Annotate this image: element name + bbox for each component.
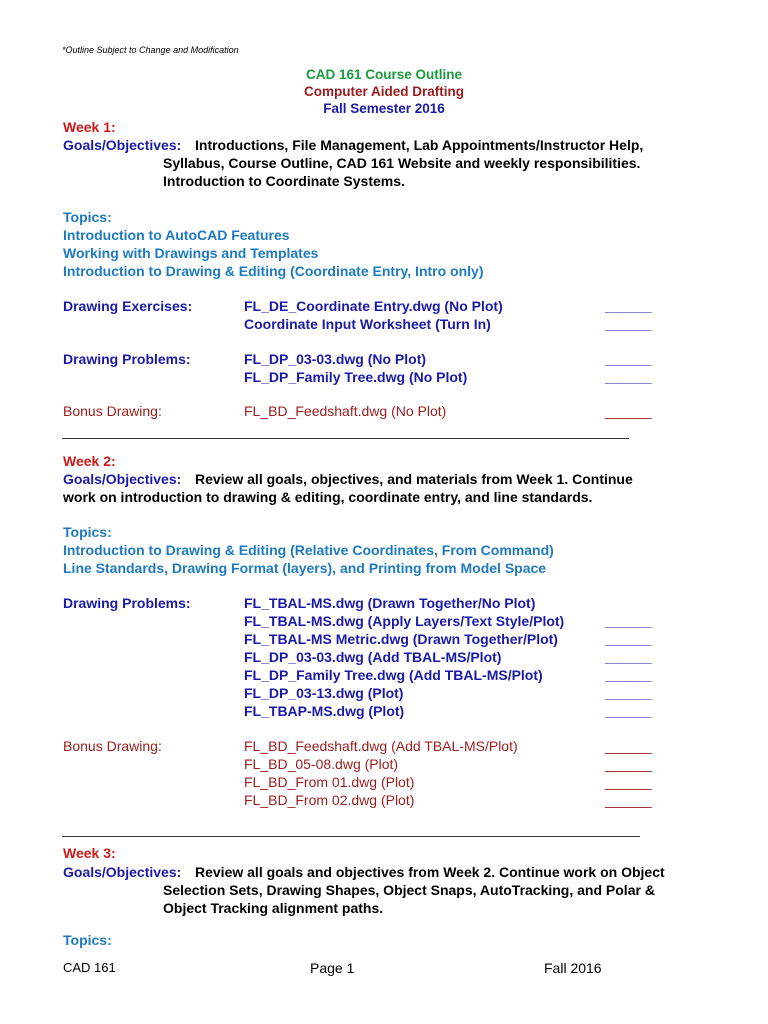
disclaimer-note: *Outline Subject to Change and Modification xyxy=(62,45,239,55)
checkoff-blank: ______ xyxy=(605,298,652,314)
week3-heading: Week 3: xyxy=(63,845,116,861)
list-item xyxy=(244,737,664,755)
checkoff-blank: ______ xyxy=(605,685,652,701)
week1-topic: Working with Drawings and Templates xyxy=(63,245,319,261)
week1-exercises-list xyxy=(244,297,664,333)
footer-semester: Fall 2016 xyxy=(544,960,602,976)
drawing-file: FL_TBAL-MS.dwg (Drawn Together/No Plot) xyxy=(244,595,536,611)
week1-goals-label: Goals/Objectives: xyxy=(63,137,182,153)
week1-goals-line: Introductions, File Management, Lab Appointments/Instructor Help, xyxy=(195,137,644,153)
drawing-file: FL_DP_03-03.dwg (Add TBAL-MS/Plot) xyxy=(244,649,502,665)
week1-bonus-list xyxy=(244,402,664,420)
checkoff-blank: ______ xyxy=(605,369,652,385)
week1-topics-label: Topics: xyxy=(63,209,112,225)
semester-title: Fall Semester 2016 xyxy=(323,101,445,116)
week2-problems-label: Drawing Problems: xyxy=(63,595,191,611)
week1-problems-list xyxy=(244,350,664,386)
week2-topics-label: Topics: xyxy=(63,524,112,540)
drawing-file: FL_BD_Feedshaft.dwg (Add TBAL-MS/Plot) xyxy=(244,738,518,754)
list-item xyxy=(244,791,664,809)
week3-goals-label: Goals/Objectives: xyxy=(63,864,182,880)
checkoff-blank: ______ xyxy=(605,351,652,367)
checkoff-blank: ______ xyxy=(605,756,652,772)
week3-topics-label: Topics: xyxy=(63,932,112,948)
list-item xyxy=(244,684,664,702)
drawing-file: FL_DP_Family Tree.dwg (No Plot) xyxy=(244,369,468,385)
checkoff-blank: ______ xyxy=(605,613,652,629)
week1-topic: Introduction to AutoCAD Features xyxy=(63,227,290,243)
week1-problems-label: Drawing Problems: xyxy=(63,351,191,367)
list-item xyxy=(244,350,664,368)
list-item xyxy=(244,702,664,720)
week1-topic: Introduction to Drawing & Editing (Coordinate Entry, Intro only) xyxy=(63,263,484,279)
week1-bonus-label: Bonus Drawing: xyxy=(63,403,162,419)
section-divider xyxy=(62,836,640,837)
checkoff-blank: ______ xyxy=(605,631,652,647)
list-item xyxy=(244,402,664,420)
week1-goals-line: Introduction to Coordinate Systems. xyxy=(163,173,405,189)
drawing-file: FL_DP_03-03.dwg (No Plot) xyxy=(244,351,427,367)
list-item xyxy=(244,297,664,315)
week2-goals-label: Goals/Objectives: xyxy=(63,471,182,487)
course-title: CAD 161 Course Outline xyxy=(305,67,463,82)
list-item xyxy=(244,755,664,773)
list-item xyxy=(244,773,664,791)
list-item xyxy=(244,594,664,612)
section-divider xyxy=(62,438,629,439)
week2-goals-line: Review all goals, objectives, and materials from Week 1. Continue xyxy=(195,471,633,487)
drawing-file: FL_BD_Feedshaft.dwg (No Plot) xyxy=(244,403,447,419)
checkoff-blank: ______ xyxy=(605,774,652,790)
week2-goals-line: work on introduction to drawing & editing, coordinate entry, and line standards. xyxy=(63,489,593,505)
drawing-file: FL_BD_From 01.dwg (Plot) xyxy=(244,774,415,790)
list-item xyxy=(244,315,664,333)
checkoff-blank: ______ xyxy=(605,649,652,665)
drawing-file: Coordinate Input Worksheet (Turn In) xyxy=(244,316,491,332)
drawing-file: FL_BD_From 02.dwg (Plot) xyxy=(244,792,415,808)
week2-bonus-label: Bonus Drawing: xyxy=(63,738,162,754)
footer-course: CAD 161 xyxy=(63,960,116,975)
list-item xyxy=(244,648,664,666)
footer-page-number: Page 1 xyxy=(310,960,355,976)
week1-exercises-label: Drawing Exercises: xyxy=(63,298,193,314)
checkoff-blank: ______ xyxy=(605,738,652,754)
checkoff-blank: ______ xyxy=(605,403,652,419)
week3-goals-line: Selection Sets, Drawing Shapes, Object Snaps, AutoTracking, and Polar & xyxy=(163,882,655,898)
list-item xyxy=(244,630,664,648)
week2-topic: Introduction to Drawing & Editing (Relative Coordinates, From Command) xyxy=(63,542,554,558)
week2-bonus-list xyxy=(244,737,664,809)
week3-goals-line: Object Tracking alignment paths. xyxy=(163,900,384,916)
week2-problems-list xyxy=(244,594,664,720)
drawing-file: FL_DE_Coordinate Entry.dwg (No Plot) xyxy=(244,298,503,314)
week2-heading: Week 2: xyxy=(63,453,116,469)
list-item xyxy=(244,368,664,386)
checkoff-blank: ______ xyxy=(605,316,652,332)
week1-heading: Week 1: xyxy=(63,119,116,135)
list-item xyxy=(244,612,664,630)
course-subtitle: Computer Aided Drafting xyxy=(304,84,464,99)
checkoff-blank: ______ xyxy=(605,667,652,683)
week2-topic: Line Standards, Drawing Format (layers), and Printing from Model Space xyxy=(63,560,547,576)
drawing-file: FL_DP_03-13.dwg (Plot) xyxy=(244,685,404,701)
checkoff-blank: ______ xyxy=(605,792,652,808)
checkoff-blank: ______ xyxy=(605,703,652,719)
drawing-file: FL_DP_Family Tree.dwg (Add TBAL-MS/Plot) xyxy=(244,667,543,683)
week1-goals-line: Syllabus, Course Outline, CAD 161 Website and weekly responsibilities. xyxy=(163,155,641,171)
list-item xyxy=(244,666,664,684)
week3-goals-line: Review all goals and objectives from Week 2. Continue work on Object xyxy=(195,864,665,880)
drawing-file: FL_TBAL-MS.dwg (Apply Layers/Text Style/Plot) xyxy=(244,613,565,629)
drawing-file: FL_TBAL-MS Metric.dwg (Drawn Together/Plot) xyxy=(244,631,558,647)
drawing-file: FL_TBAP-MS.dwg (Plot) xyxy=(244,703,405,719)
drawing-file: FL_BD_05-08.dwg (Plot) xyxy=(244,756,399,772)
